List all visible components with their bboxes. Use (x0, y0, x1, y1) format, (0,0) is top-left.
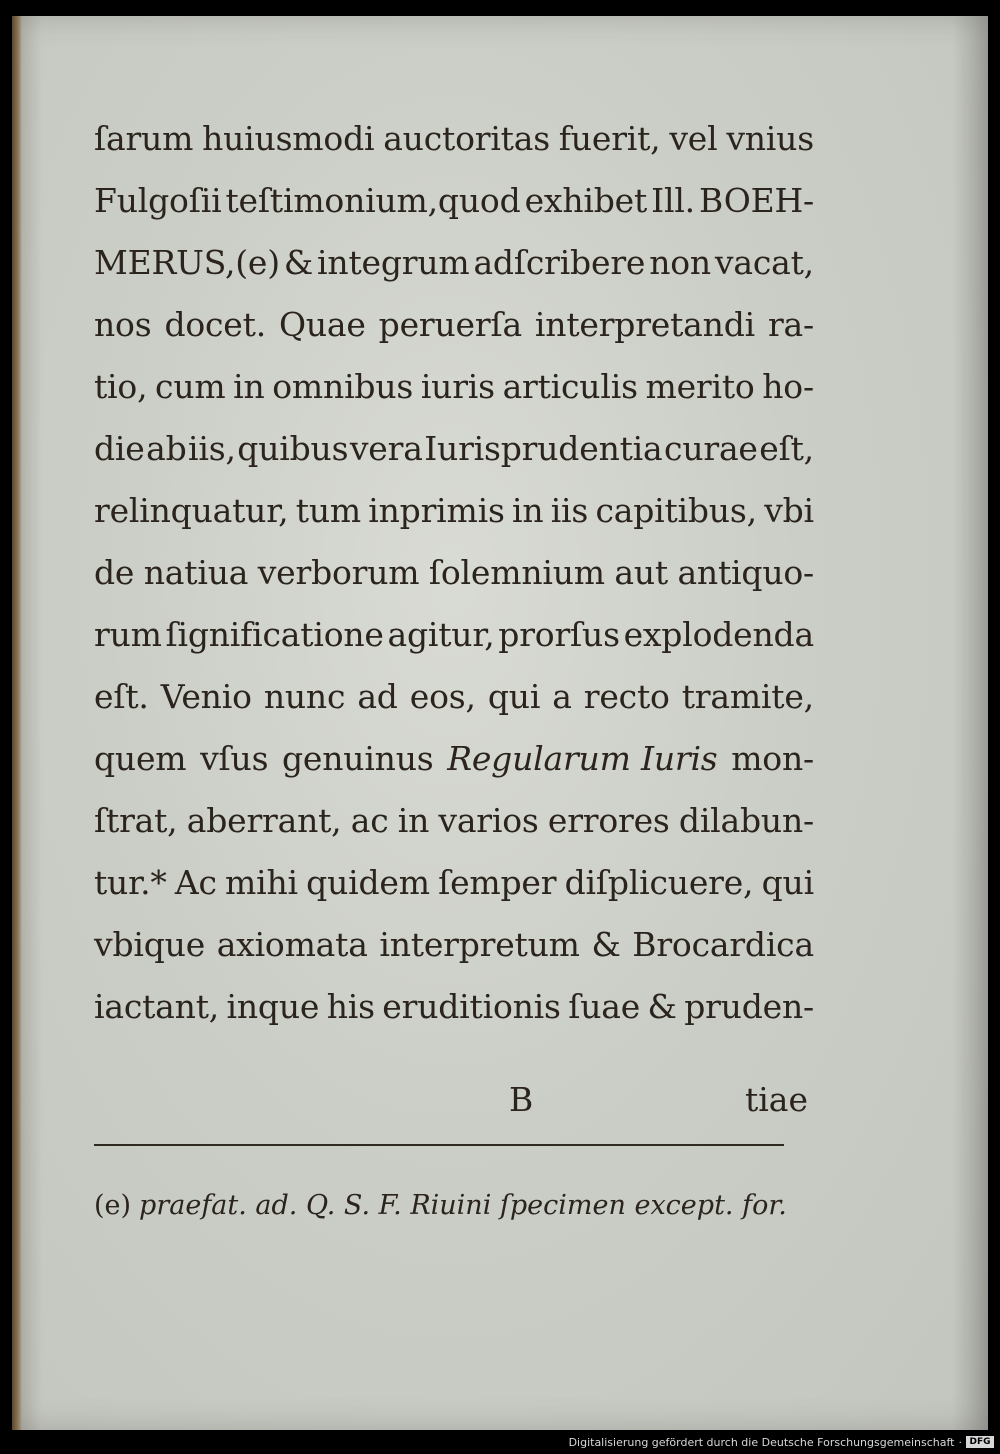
footnote (94, 1184, 814, 1228)
word: curae (664, 429, 758, 468)
word: & (283, 243, 314, 282)
word: explodenda (623, 615, 814, 654)
word: interpretandi (534, 305, 755, 344)
word: qui (761, 863, 814, 902)
catchword: tiae (744, 1080, 808, 1119)
word: agitur, (387, 615, 495, 654)
word: & (591, 925, 621, 964)
word: ra- (767, 305, 814, 344)
word: vel (669, 119, 718, 158)
text-line (94, 542, 814, 604)
word: rum (94, 615, 162, 654)
word: mihi (225, 863, 298, 902)
word: Regularum Iuris (447, 739, 718, 778)
text-line (94, 852, 814, 914)
word: ho- (762, 367, 814, 406)
word: Brocardica (632, 925, 814, 964)
text-line (94, 976, 814, 1038)
word: die (94, 429, 145, 468)
word: & (647, 987, 677, 1026)
word: iis, (188, 429, 236, 468)
footnote-text: praefat. ad. Q. S. F. Riuini ſpecimen except. for. (139, 1190, 787, 1221)
word: Iurisprudentia (424, 429, 663, 468)
word: de (94, 553, 135, 592)
word: errores (547, 801, 670, 840)
word: in (233, 367, 265, 406)
word: interpretum (379, 925, 580, 964)
word: qui (487, 677, 541, 716)
word: auctoritas (383, 119, 550, 158)
word: huiusmodi (202, 119, 375, 158)
word: dilabun- (678, 801, 814, 840)
word: ſignificatione (165, 615, 384, 654)
credit-separator: · (958, 1435, 962, 1449)
word: vnius (726, 119, 814, 158)
word: aberrant, (186, 801, 342, 840)
word: quem (94, 739, 187, 778)
word: quibus (237, 429, 349, 468)
word: vbique (94, 925, 206, 964)
word: verborum (257, 553, 420, 592)
text-line (94, 666, 814, 728)
word: prorſus (498, 615, 620, 654)
dfg-logo-icon: DFG (966, 1436, 994, 1448)
word: Ac (174, 863, 217, 902)
word: nos (94, 305, 152, 344)
word: diſplicuere, (564, 863, 754, 902)
word: eſt, (759, 429, 814, 468)
word: tramite, (681, 677, 814, 716)
footnote-rule (94, 1144, 784, 1146)
word: omnibus (272, 367, 414, 406)
word: recto (583, 677, 670, 716)
word: teſtimonium,quod (225, 181, 521, 220)
word: iuris (420, 367, 495, 406)
word: fuerit, (558, 119, 661, 158)
book-gutter (12, 16, 22, 1430)
word: ſarum (94, 119, 194, 158)
word: pruden- (684, 987, 814, 1026)
word: iactant, (94, 987, 220, 1026)
word: tio, (94, 367, 148, 406)
signature-mark: B (509, 1080, 534, 1119)
word: natiua (143, 553, 249, 592)
word: ſolemnium (428, 553, 605, 592)
word: vera (349, 429, 423, 468)
text-line (94, 480, 814, 542)
word: capitibus, (595, 491, 757, 530)
word: vacat, (714, 243, 814, 282)
word: ſtrat, (94, 801, 178, 840)
digitization-credit (569, 1433, 994, 1451)
page-foot (94, 1070, 814, 1130)
body-text (94, 108, 814, 1038)
text-line (94, 170, 814, 232)
word: ſemper (438, 863, 557, 902)
word: ac (350, 801, 389, 840)
word: peruerſa (378, 305, 522, 344)
text-line (94, 294, 814, 356)
word: tur.* (94, 863, 167, 902)
word: ab (146, 429, 187, 468)
word: vſus (200, 739, 269, 778)
word: in (397, 801, 430, 840)
word: exhibet (524, 181, 648, 220)
word: nunc (263, 677, 346, 716)
text-line (94, 790, 814, 852)
word: Ill. (651, 181, 695, 220)
text-line (94, 914, 814, 976)
word: in (512, 491, 544, 530)
word: eos, (409, 677, 476, 716)
word: Fulgoſii (94, 181, 222, 220)
word: Quae (278, 305, 366, 344)
word: ad (357, 677, 398, 716)
word: a (552, 677, 572, 716)
word: cum (155, 367, 226, 406)
word: ſuae (568, 987, 641, 1026)
word: MERUS,(e) (94, 243, 280, 282)
word: non (649, 243, 711, 282)
credit-text: Digitalisierung gefördert durch die Deutsche Forschungsgemeinschaft (568, 1435, 955, 1449)
word: merito (645, 367, 755, 406)
text-line (94, 728, 814, 790)
word: antiquo- (677, 553, 814, 592)
word: adſcribere (473, 243, 646, 282)
word: axiomata (216, 925, 368, 964)
word: vbi (764, 491, 814, 530)
text-line (94, 356, 814, 418)
word: relinquatur, (94, 491, 289, 530)
word: tum (295, 491, 361, 530)
word: inque (226, 987, 320, 1026)
word: his (326, 987, 375, 1026)
word: docet. (164, 305, 266, 344)
word: aut (614, 553, 668, 592)
word: eruditionis (382, 987, 561, 1026)
word: inprimis (368, 491, 505, 530)
text-line (94, 108, 814, 170)
scanned-page (12, 16, 988, 1430)
word: BOEH- (699, 181, 814, 220)
word: quidem (306, 863, 430, 902)
footnote-mark: (e) (94, 1190, 132, 1221)
text-line (94, 232, 814, 294)
word: articulis (502, 367, 638, 406)
word: integrum (317, 243, 470, 282)
word: Venio (160, 677, 252, 716)
word: genuinus (281, 739, 434, 778)
word: mon- (731, 739, 814, 778)
word: varios (438, 801, 539, 840)
text-line (94, 418, 814, 480)
text-line (94, 604, 814, 666)
word: eſt. (94, 677, 149, 716)
word: iis (550, 491, 589, 530)
